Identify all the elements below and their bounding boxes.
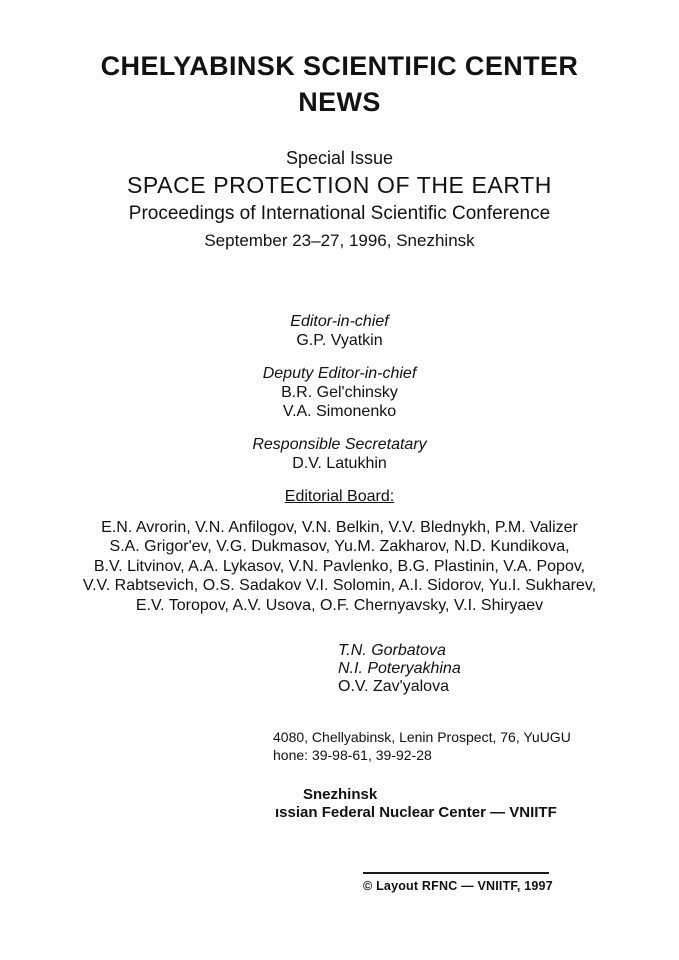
masthead-line-2: NEWS	[298, 87, 381, 117]
contact-phone: hone: 39-98-61, 39-92-28	[273, 747, 432, 763]
board-line: E.V. Toropov, A.V. Usova, O.F. Chernyavsky, V.I. Shiryaev	[135, 596, 544, 614]
editor-group-chief	[0, 312, 679, 350]
copyright-rule	[363, 872, 549, 874]
issue-block	[0, 146, 679, 254]
staff-name: T.N. Gorbatova	[338, 642, 446, 659]
board-line: E.N. Avrorin, V.N. Anfilogov, V.N. Belkin, V.V. Blednykh, P.M. Valizer	[101, 519, 578, 536]
special-issue-label: Special Issue	[285, 148, 394, 168]
conference-date-place: September 23–27, 1996, Snezhinsk	[204, 231, 475, 250]
board-line: S.A. Grigor'ev, V.G. Dukmasov, Yu.M. Zakharov, N.D. Kundikova,	[109, 538, 570, 556]
editor-name: G.P. Vyatkin	[296, 332, 383, 349]
conference-subtitle: Proceedings of International Scientific Conference	[128, 203, 551, 224]
contact-block	[273, 728, 571, 764]
editor-role: Responsible Secretatary	[252, 436, 427, 453]
staff-block	[338, 642, 461, 696]
copyright-text: © Layout RFNC — VNIITF, 1997	[363, 879, 553, 893]
editorial-board-heading: Editorial Board:	[284, 488, 395, 505]
conference-title: SPACE PROTECTION OF THE EARTH	[126, 172, 553, 198]
publisher-city: Snezhinsk	[303, 786, 378, 803]
staff-name: O.V. Zav'yalova	[338, 678, 449, 695]
editor-role: Deputy Editor-in-chief	[262, 365, 417, 382]
editorial-board-list	[0, 518, 679, 615]
copyright-block	[363, 872, 553, 893]
editor-group-secretary	[0, 435, 679, 473]
contact-address: 4080, Chellyabinsk, Lenin Prospect, 76, YuUGU	[273, 729, 571, 745]
masthead	[0, 48, 679, 120]
staff-name: N.I. Poteryakhina	[338, 660, 461, 677]
publisher-organization: ıssian Federal Nuclear Center — VNIITF	[275, 804, 557, 821]
editor-group-deputy	[0, 364, 679, 421]
editors-block	[0, 312, 679, 506]
editor-role: Editor-in-chief	[290, 313, 389, 330]
editor-name: D.V. Latukhin	[292, 455, 387, 472]
board-line: B.V. Litvinov, A.A. Lykasov, V.N. Pavlenko, B.G. Plastinin, V.A. Popov,	[93, 557, 586, 575]
publisher-block	[275, 786, 557, 822]
masthead-line-1: CHELYABINSK SCIENTIFIC CENTER	[100, 51, 579, 81]
board-line: V.V. Rabtsevich, O.S. Sadakov V.I. Solomin, A.I. Sidorov, Yu.I. Sukharev,	[82, 577, 597, 595]
editor-name: V.A. Simonenko	[282, 403, 397, 420]
editor-name: B.R. Gel'chinsky	[281, 384, 398, 401]
